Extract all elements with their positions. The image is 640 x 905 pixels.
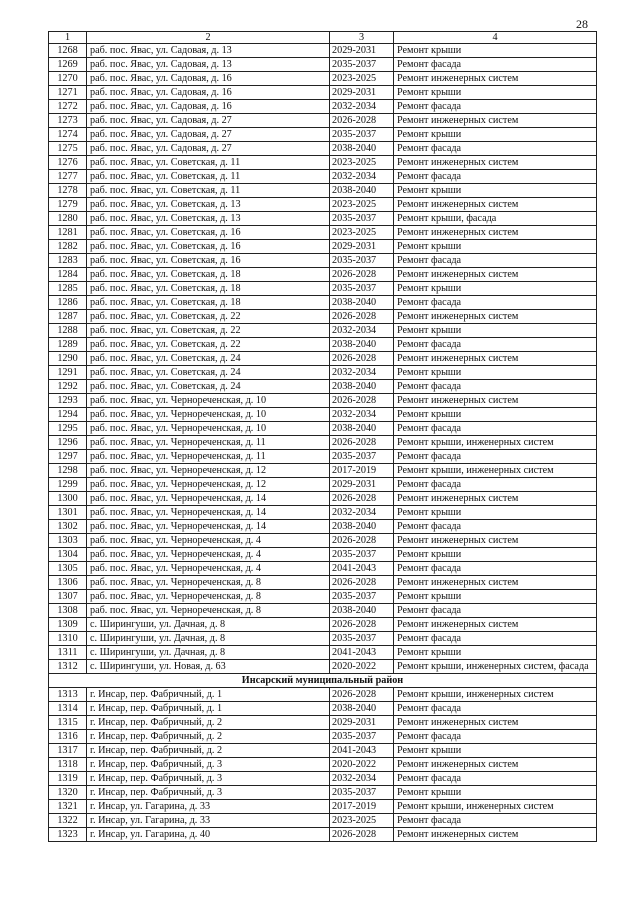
row-number: 1275 — [49, 142, 87, 156]
table-row — [49, 576, 597, 590]
table-row — [49, 114, 597, 128]
row-number: 1277 — [49, 170, 87, 184]
row-period: 2017-2019 — [330, 800, 394, 814]
table-row — [49, 772, 597, 786]
row-work-type: Ремонт инженерных систем — [394, 156, 597, 170]
row-address: раб. пос. Явас, ул. Советская, д. 13 — [87, 212, 330, 226]
row-work-type: Ремонт фасада — [394, 170, 597, 184]
header-col-2: 2 — [87, 32, 330, 44]
row-number: 1321 — [49, 800, 87, 814]
row-period: 2026-2028 — [330, 618, 394, 632]
row-work-type: Ремонт крыши — [394, 44, 597, 58]
row-address: раб. пос. Явас, ул. Чернореченская, д. 14 — [87, 520, 330, 534]
row-address: раб. пос. Явас, ул. Чернореченская, д. 4 — [87, 548, 330, 562]
row-number: 1290 — [49, 352, 87, 366]
row-period: 2038-2040 — [330, 380, 394, 394]
table-row — [49, 828, 597, 842]
row-period: 2038-2040 — [330, 422, 394, 436]
row-address: раб. пос. Явас, ул. Чернореченская, д. 8 — [87, 604, 330, 618]
row-address: раб. пос. Явас, ул. Советская, д. 16 — [87, 254, 330, 268]
table-row — [49, 352, 597, 366]
row-work-type: Ремонт крыши — [394, 786, 597, 800]
row-address: г. Инсар, пер. Фабричный, д. 2 — [87, 744, 330, 758]
table-row — [49, 156, 597, 170]
row-address: раб. пос. Явас, ул. Садовая, д. 27 — [87, 142, 330, 156]
row-work-type: Ремонт инженерных систем — [394, 618, 597, 632]
row-work-type: Ремонт фасада — [394, 814, 597, 828]
row-number: 1323 — [49, 828, 87, 842]
row-number: 1303 — [49, 534, 87, 548]
row-number: 1308 — [49, 604, 87, 618]
row-work-type: Ремонт крыши — [394, 548, 597, 562]
row-number: 1310 — [49, 632, 87, 646]
row-number: 1306 — [49, 576, 87, 590]
row-work-type: Ремонт крыши — [394, 366, 597, 380]
row-work-type: Ремонт инженерных систем — [394, 758, 597, 772]
row-period: 2026-2028 — [330, 828, 394, 842]
row-number: 1322 — [49, 814, 87, 828]
row-number: 1312 — [49, 660, 87, 674]
row-address: раб. пос. Явас, ул. Советская, д. 22 — [87, 338, 330, 352]
row-work-type: Ремонт крыши, инженерных систем, фасада — [394, 660, 597, 674]
row-period: 2035-2037 — [330, 590, 394, 604]
row-address: с. Ширингуши, ул. Новая, д. 63 — [87, 660, 330, 674]
row-period: 2038-2040 — [330, 142, 394, 156]
table-row — [49, 716, 597, 730]
row-address: г. Инсар, пер. Фабричный, д. 3 — [87, 772, 330, 786]
row-work-type: Ремонт крыши — [394, 184, 597, 198]
row-work-type: Ремонт инженерных систем — [394, 268, 597, 282]
row-period: 2026-2028 — [330, 310, 394, 324]
table-row — [49, 534, 597, 548]
row-number: 1316 — [49, 730, 87, 744]
row-period: 2032-2034 — [330, 506, 394, 520]
row-number: 1315 — [49, 716, 87, 730]
row-number: 1314 — [49, 702, 87, 716]
row-number: 1276 — [49, 156, 87, 170]
table-row — [49, 282, 597, 296]
table-row — [49, 268, 597, 282]
row-work-type: Ремонт фасада — [394, 478, 597, 492]
table-row — [49, 702, 597, 716]
row-work-type: Ремонт инженерных систем — [394, 114, 597, 128]
row-work-type: Ремонт крыши — [394, 86, 597, 100]
row-period: 2032-2034 — [330, 408, 394, 422]
row-period: 2029-2031 — [330, 86, 394, 100]
table-row — [49, 590, 597, 604]
row-period: 2032-2034 — [330, 772, 394, 786]
row-number: 1281 — [49, 226, 87, 240]
table-row — [49, 170, 597, 184]
table-row — [49, 646, 597, 660]
section-title: Инсарский муниципальный район — [49, 674, 597, 688]
row-period: 2017-2019 — [330, 464, 394, 478]
row-work-type: Ремонт крыши — [394, 282, 597, 296]
row-number: 1270 — [49, 72, 87, 86]
row-number: 1283 — [49, 254, 87, 268]
table-row — [49, 744, 597, 758]
row-period: 2038-2040 — [330, 520, 394, 534]
row-address: раб. пос. Явас, ул. Советская, д. 24 — [87, 366, 330, 380]
row-address: г. Инсар, пер. Фабричный, д. 1 — [87, 688, 330, 702]
table-row — [49, 548, 597, 562]
row-period: 2023-2025 — [330, 226, 394, 240]
row-number: 1305 — [49, 562, 87, 576]
row-number: 1280 — [49, 212, 87, 226]
row-number: 1288 — [49, 324, 87, 338]
row-number: 1309 — [49, 618, 87, 632]
table-row — [49, 562, 597, 576]
row-number: 1279 — [49, 198, 87, 212]
row-period: 2029-2031 — [330, 478, 394, 492]
row-work-type: Ремонт фасада — [394, 562, 597, 576]
row-period: 2035-2037 — [330, 212, 394, 226]
table-row — [49, 618, 597, 632]
table-row — [49, 464, 597, 478]
row-work-type: Ремонт крыши — [394, 744, 597, 758]
row-number: 1300 — [49, 492, 87, 506]
row-address: раб. пос. Явас, ул. Советская, д. 11 — [87, 170, 330, 184]
row-work-type: Ремонт инженерных систем — [394, 828, 597, 842]
row-work-type: Ремонт крыши — [394, 128, 597, 142]
row-number: 1293 — [49, 394, 87, 408]
row-work-type: Ремонт фасада — [394, 702, 597, 716]
table-row — [49, 100, 597, 114]
row-number: 1289 — [49, 338, 87, 352]
row-work-type: Ремонт инженерных систем — [394, 576, 597, 590]
row-address: раб. пос. Явас, ул. Советская, д. 18 — [87, 296, 330, 310]
row-work-type: Ремонт крыши — [394, 646, 597, 660]
row-number: 1319 — [49, 772, 87, 786]
row-number: 1272 — [49, 100, 87, 114]
row-address: раб. пос. Явас, ул. Чернореченская, д. 11 — [87, 436, 330, 450]
page-number: 28 — [576, 17, 588, 31]
row-address: раб. пос. Явас, ул. Советская, д. 16 — [87, 240, 330, 254]
row-period: 2032-2034 — [330, 170, 394, 184]
header-col-3: 3 — [330, 32, 394, 44]
row-number: 1320 — [49, 786, 87, 800]
row-address: раб. пос. Явас, ул. Чернореченская, д. 8 — [87, 590, 330, 604]
row-address: г. Инсар, ул. Гагарина, д. 33 — [87, 800, 330, 814]
row-address: г. Инсар, пер. Фабричный, д. 2 — [87, 730, 330, 744]
row-period: 2026-2028 — [330, 534, 394, 548]
row-number: 1313 — [49, 688, 87, 702]
row-address: раб. пос. Явас, ул. Чернореченская, д. 4 — [87, 534, 330, 548]
table-header-row — [49, 32, 597, 44]
row-period: 2032-2034 — [330, 366, 394, 380]
row-address: раб. пос. Явас, ул. Советская, д. 11 — [87, 184, 330, 198]
row-period: 2035-2037 — [330, 128, 394, 142]
row-period: 2041-2043 — [330, 646, 394, 660]
row-work-type: Ремонт фасада — [394, 142, 597, 156]
header-col-1: 1 — [49, 32, 87, 44]
row-address: раб. пос. Явас, ул. Чернореченская, д. 12 — [87, 464, 330, 478]
row-period: 2029-2031 — [330, 716, 394, 730]
row-work-type: Ремонт крыши, инженерных систем — [394, 464, 597, 478]
table-row — [49, 380, 597, 394]
row-work-type: Ремонт инженерных систем — [394, 352, 597, 366]
table-row — [49, 730, 597, 744]
table-row — [49, 604, 597, 618]
row-address: раб. пос. Явас, ул. Советская, д. 18 — [87, 268, 330, 282]
row-work-type: Ремонт крыши, фасада — [394, 212, 597, 226]
header-col-4: 4 — [394, 32, 597, 44]
row-period: 2026-2028 — [330, 492, 394, 506]
table-row — [49, 422, 597, 436]
table-row — [49, 758, 597, 772]
row-number: 1304 — [49, 548, 87, 562]
row-work-type: Ремонт фасада — [394, 604, 597, 618]
row-period: 2035-2037 — [330, 254, 394, 268]
row-number: 1311 — [49, 646, 87, 660]
row-address: г. Инсар, ул. Гагарина, д. 33 — [87, 814, 330, 828]
row-period: 2038-2040 — [330, 604, 394, 618]
row-work-type: Ремонт крыши, инженерных систем — [394, 436, 597, 450]
row-work-type: Ремонт крыши, инженерных систем — [394, 688, 597, 702]
row-number: 1278 — [49, 184, 87, 198]
row-period: 2032-2034 — [330, 100, 394, 114]
row-work-type: Ремонт инженерных систем — [394, 492, 597, 506]
row-address: раб. пос. Явас, ул. Советская, д. 11 — [87, 156, 330, 170]
table-row — [49, 198, 597, 212]
row-period: 2029-2031 — [330, 44, 394, 58]
table-row — [49, 492, 597, 506]
row-period: 2023-2025 — [330, 156, 394, 170]
row-period: 2023-2025 — [330, 72, 394, 86]
row-address: раб. пос. Явас, ул. Чернореченская, д. 10 — [87, 394, 330, 408]
row-work-type: Ремонт фасада — [394, 422, 597, 436]
row-work-type: Ремонт фасада — [394, 58, 597, 72]
row-work-type: Ремонт инженерных систем — [394, 394, 597, 408]
table-row — [49, 254, 597, 268]
table-row — [49, 296, 597, 310]
row-period: 2029-2031 — [330, 240, 394, 254]
table-row — [49, 450, 597, 464]
row-period: 2020-2022 — [330, 758, 394, 772]
row-work-type: Ремонт инженерных систем — [394, 72, 597, 86]
row-period: 2038-2040 — [330, 702, 394, 716]
table-row — [49, 72, 597, 86]
row-address: раб. пос. Явас, ул. Чернореченская, д. 10 — [87, 422, 330, 436]
table-row — [49, 394, 597, 408]
row-work-type: Ремонт инженерных систем — [394, 310, 597, 324]
row-period: 2023-2025 — [330, 814, 394, 828]
row-period: 2035-2037 — [330, 730, 394, 744]
row-work-type: Ремонт инженерных систем — [394, 534, 597, 548]
row-period: 2023-2025 — [330, 198, 394, 212]
row-address: раб. пос. Явас, ул. Садовая, д. 16 — [87, 86, 330, 100]
row-period: 2035-2037 — [330, 632, 394, 646]
row-number: 1285 — [49, 282, 87, 296]
row-period: 2035-2037 — [330, 450, 394, 464]
row-address: с. Ширингуши, ул. Дачная, д. 8 — [87, 646, 330, 660]
row-number: 1274 — [49, 128, 87, 142]
row-work-type: Ремонт крыши — [394, 240, 597, 254]
row-address: раб. пос. Явас, ул. Чернореченская, д. 8 — [87, 576, 330, 590]
row-address: раб. пос. Явас, ул. Чернореченская, д. 12 — [87, 478, 330, 492]
row-address: раб. пос. Явас, ул. Садовая, д. 16 — [87, 100, 330, 114]
row-work-type: Ремонт фасада — [394, 100, 597, 114]
table-row — [49, 128, 597, 142]
row-number: 1268 — [49, 44, 87, 58]
table-row — [49, 44, 597, 58]
row-number: 1284 — [49, 268, 87, 282]
row-work-type: Ремонт фасада — [394, 632, 597, 646]
row-address: раб. пос. Явас, ул. Чернореченская, д. 10 — [87, 408, 330, 422]
table-row — [49, 142, 597, 156]
table-row — [49, 86, 597, 100]
table-row — [49, 632, 597, 646]
row-number: 1317 — [49, 744, 87, 758]
row-period: 2038-2040 — [330, 184, 394, 198]
row-number: 1301 — [49, 506, 87, 520]
table-row — [49, 58, 597, 72]
row-number: 1296 — [49, 436, 87, 450]
row-address: раб. пос. Явас, ул. Советская, д. 16 — [87, 226, 330, 240]
row-number: 1302 — [49, 520, 87, 534]
row-number: 1271 — [49, 86, 87, 100]
table-row — [49, 324, 597, 338]
row-number: 1299 — [49, 478, 87, 492]
table-row — [49, 520, 597, 534]
row-number: 1318 — [49, 758, 87, 772]
row-address: раб. пос. Явас, ул. Советская, д. 18 — [87, 282, 330, 296]
table-row — [49, 408, 597, 422]
row-work-type: Ремонт фасада — [394, 772, 597, 786]
row-number: 1295 — [49, 422, 87, 436]
row-work-type: Ремонт крыши — [394, 506, 597, 520]
row-period: 2026-2028 — [330, 114, 394, 128]
row-work-type: Ремонт крыши, инженерных систем — [394, 800, 597, 814]
row-work-type: Ремонт инженерных систем — [394, 226, 597, 240]
table-row — [49, 338, 597, 352]
row-period: 2020-2022 — [330, 660, 394, 674]
row-address: раб. пос. Явас, ул. Садовая, д. 27 — [87, 114, 330, 128]
row-period: 2038-2040 — [330, 338, 394, 352]
row-work-type: Ремонт крыши — [394, 324, 597, 338]
table-row — [49, 800, 597, 814]
row-address: раб. пос. Явас, ул. Чернореченская, д. 14 — [87, 506, 330, 520]
table-row — [49, 478, 597, 492]
table-row — [49, 184, 597, 198]
row-work-type: Ремонт фасада — [394, 730, 597, 744]
row-address: раб. пос. Явас, ул. Садовая, д. 13 — [87, 58, 330, 72]
table-row — [49, 660, 597, 674]
row-address: раб. пос. Явас, ул. Советская, д. 24 — [87, 380, 330, 394]
section-row — [49, 674, 597, 688]
row-period: 2026-2028 — [330, 576, 394, 590]
row-period: 2026-2028 — [330, 268, 394, 282]
row-address: раб. пос. Явас, ул. Чернореченская, д. 14 — [87, 492, 330, 506]
row-period: 2026-2028 — [330, 394, 394, 408]
row-work-type: Ремонт фасада — [394, 254, 597, 268]
table-row — [49, 688, 597, 702]
row-number: 1292 — [49, 380, 87, 394]
row-work-type: Ремонт фасада — [394, 296, 597, 310]
table-row — [49, 436, 597, 450]
row-period: 2035-2037 — [330, 58, 394, 72]
row-address: раб. пос. Явас, ул. Садовая, д. 16 — [87, 72, 330, 86]
row-address: с. Ширингуши, ул. Дачная, д. 8 — [87, 618, 330, 632]
row-number: 1294 — [49, 408, 87, 422]
row-address: раб. пос. Явас, ул. Советская, д. 13 — [87, 198, 330, 212]
row-number: 1298 — [49, 464, 87, 478]
table-row — [49, 366, 597, 380]
table-row — [49, 786, 597, 800]
table-row — [49, 240, 597, 254]
row-work-type: Ремонт фасада — [394, 520, 597, 534]
row-number: 1287 — [49, 310, 87, 324]
row-period: 2038-2040 — [330, 296, 394, 310]
row-period: 2035-2037 — [330, 282, 394, 296]
row-address: с. Ширингуши, ул. Дачная, д. 8 — [87, 632, 330, 646]
row-work-type: Ремонт фасада — [394, 338, 597, 352]
row-number: 1286 — [49, 296, 87, 310]
row-number: 1282 — [49, 240, 87, 254]
row-address: г. Инсар, пер. Фабричный, д. 1 — [87, 702, 330, 716]
row-address: раб. пос. Явас, ул. Советская, д. 24 — [87, 352, 330, 366]
row-address: раб. пос. Явас, ул. Чернореченская, д. 4 — [87, 562, 330, 576]
row-number: 1269 — [49, 58, 87, 72]
row-period: 2035-2037 — [330, 548, 394, 562]
row-period: 2035-2037 — [330, 786, 394, 800]
row-address: г. Инсар, ул. Гагарина, д. 40 — [87, 828, 330, 842]
row-work-type: Ремонт крыши — [394, 590, 597, 604]
row-number: 1291 — [49, 366, 87, 380]
row-address: раб. пос. Явас, ул. Советская, д. 22 — [87, 324, 330, 338]
repair-schedule-table — [48, 31, 597, 842]
row-address: раб. пос. Явас, ул. Садовая, д. 27 — [87, 128, 330, 142]
row-number: 1273 — [49, 114, 87, 128]
table-row — [49, 506, 597, 520]
row-period: 2032-2034 — [330, 324, 394, 338]
row-period: 2026-2028 — [330, 688, 394, 702]
row-period: 2041-2043 — [330, 744, 394, 758]
table-row — [49, 814, 597, 828]
row-work-type: Ремонт инженерных систем — [394, 198, 597, 212]
row-work-type: Ремонт фасада — [394, 380, 597, 394]
row-address: раб. пос. Явас, ул. Советская, д. 22 — [87, 310, 330, 324]
row-period: 2026-2028 — [330, 352, 394, 366]
row-work-type: Ремонт инженерных систем — [394, 716, 597, 730]
row-address: г. Инсар, пер. Фабричный, д. 3 — [87, 786, 330, 800]
table-row — [49, 212, 597, 226]
table-row — [49, 226, 597, 240]
row-number: 1297 — [49, 450, 87, 464]
row-period: 2041-2043 — [330, 562, 394, 576]
row-address: г. Инсар, пер. Фабричный, д. 2 — [87, 716, 330, 730]
row-address: г. Инсар, пер. Фабричный, д. 3 — [87, 758, 330, 772]
row-address: раб. пос. Явас, ул. Садовая, д. 13 — [87, 44, 330, 58]
table-row — [49, 310, 597, 324]
row-address: раб. пос. Явас, ул. Чернореченская, д. 11 — [87, 450, 330, 464]
row-work-type: Ремонт крыши — [394, 408, 597, 422]
row-period: 2026-2028 — [330, 436, 394, 450]
row-number: 1307 — [49, 590, 87, 604]
row-work-type: Ремонт фасада — [394, 450, 597, 464]
